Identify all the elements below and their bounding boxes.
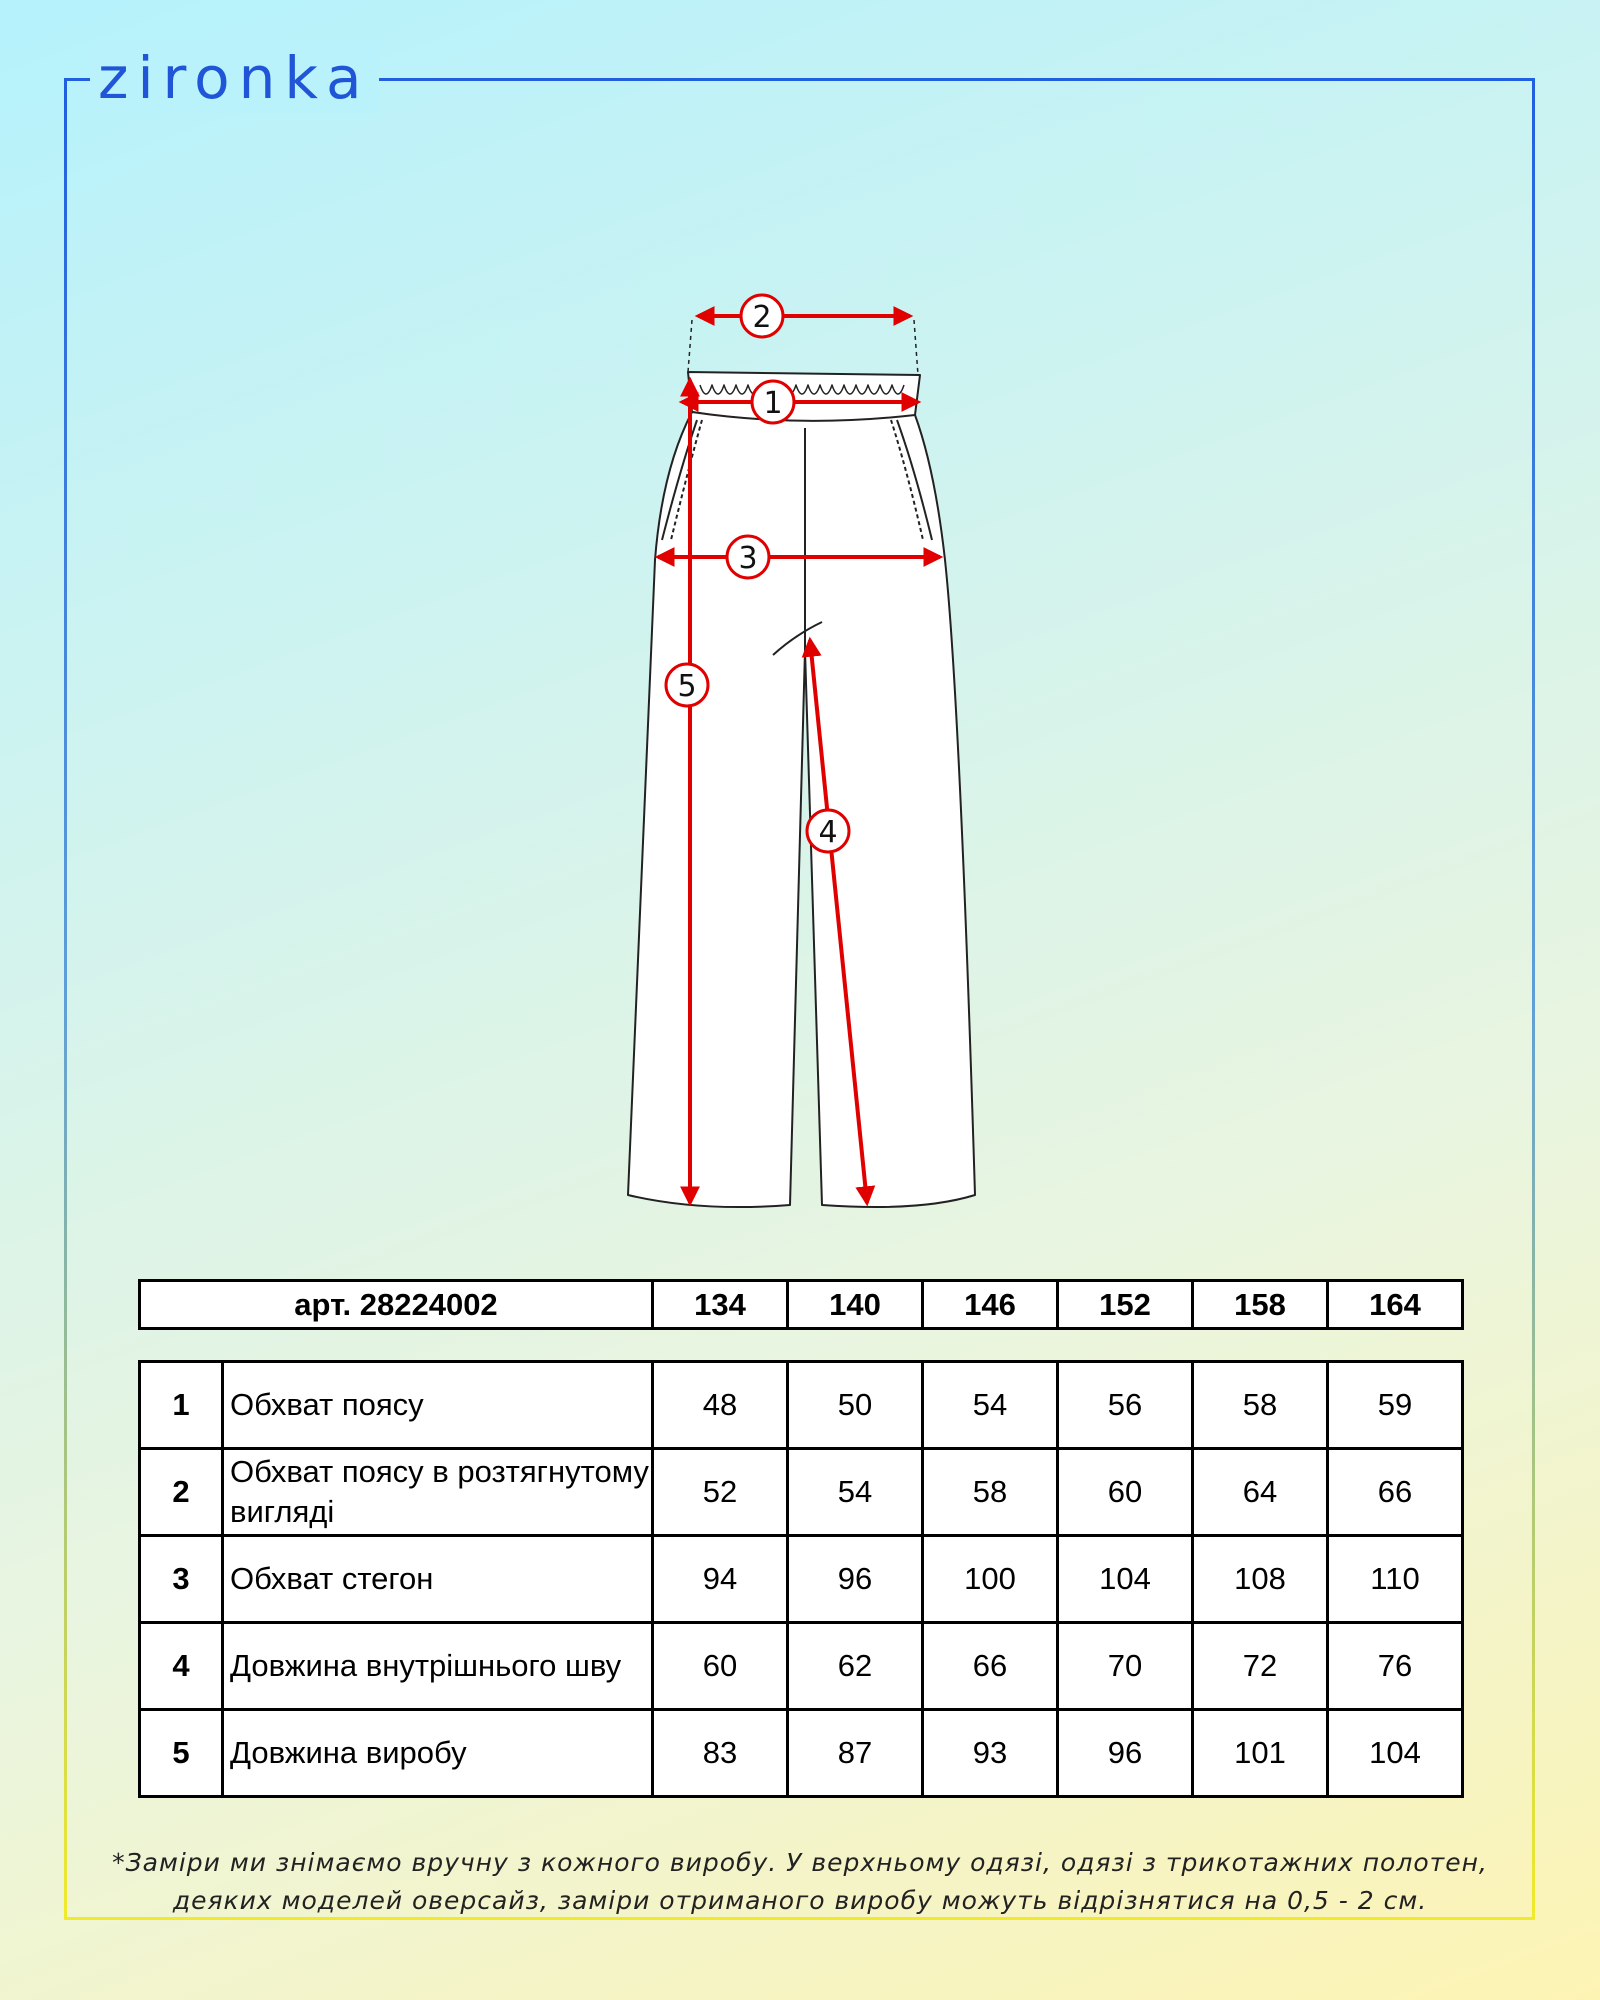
value-cell: 60 <box>653 1623 788 1710</box>
value-cell: 52 <box>653 1449 788 1536</box>
table-row <box>140 1623 1463 1710</box>
value-cell: 70 <box>1058 1623 1193 1710</box>
value-cell: 59 <box>1328 1362 1463 1449</box>
row-number: 3 <box>140 1536 223 1623</box>
value-cell: 96 <box>1058 1710 1193 1797</box>
marker-5-label: 5 <box>677 669 697 704</box>
value-cell: 48 <box>653 1362 788 1449</box>
row-number: 4 <box>140 1623 223 1710</box>
measurement-marker-4 <box>807 810 849 852</box>
value-cell: 93 <box>923 1710 1058 1797</box>
size-header-table <box>138 1279 1464 1330</box>
value-cell: 110 <box>1328 1536 1463 1623</box>
article-number: арт. 28224002 <box>140 1281 653 1329</box>
value-cell: 83 <box>653 1710 788 1797</box>
size-header-cell: 164 <box>1328 1281 1463 1329</box>
measurement-label: Довжина виробу <box>223 1710 653 1797</box>
size-header-cell: 146 <box>923 1281 1058 1329</box>
value-cell: 62 <box>788 1623 923 1710</box>
value-cell: 104 <box>1328 1710 1463 1797</box>
value-cell: 72 <box>1193 1623 1328 1710</box>
marker-1-label: 1 <box>763 386 783 421</box>
marker-3-label: 3 <box>738 541 758 576</box>
pants-outline <box>628 320 975 1207</box>
measurement-label: Обхват поясу в розтягнутому вигляді <box>223 1449 653 1536</box>
table-row <box>140 1362 1463 1449</box>
size-header-cell: 134 <box>653 1281 788 1329</box>
table-row <box>140 1449 1463 1536</box>
measurement-marker-5 <box>666 664 708 706</box>
value-cell: 58 <box>1193 1362 1328 1449</box>
value-cell: 64 <box>1193 1449 1328 1536</box>
value-cell: 96 <box>788 1536 923 1623</box>
row-number: 5 <box>140 1710 223 1797</box>
table-row <box>140 1536 1463 1623</box>
row-number: 2 <box>140 1449 223 1536</box>
measurement-label: Обхват стегон <box>223 1536 653 1623</box>
measurement-label: Обхват поясу <box>223 1362 653 1449</box>
value-cell: 108 <box>1193 1536 1328 1623</box>
value-cell: 60 <box>1058 1449 1193 1536</box>
size-header-cell: 140 <box>788 1281 923 1329</box>
value-cell: 56 <box>1058 1362 1193 1449</box>
row-number: 1 <box>140 1362 223 1449</box>
size-header-cell: 152 <box>1058 1281 1193 1329</box>
brand-logo: zironka <box>90 42 379 114</box>
measurement-disclaimer <box>80 1844 1520 1920</box>
value-cell: 87 <box>788 1710 923 1797</box>
value-cell: 66 <box>923 1623 1058 1710</box>
disclaimer-line-1: *Заміри ми знімаємо вручну з кожного виробу. У верхньому одязі, одязі з трикотажних полотен, <box>112 1848 1488 1877</box>
measurements-table <box>138 1360 1464 1798</box>
value-cell: 54 <box>788 1449 923 1536</box>
value-cell: 50 <box>788 1362 923 1449</box>
measurement-label: Довжина внутрішнього шву <box>223 1623 653 1710</box>
size-header-cell: 158 <box>1193 1281 1328 1329</box>
size-header-row <box>140 1281 1463 1329</box>
value-cell: 58 <box>923 1449 1058 1536</box>
value-cell: 76 <box>1328 1623 1463 1710</box>
marker-4-label: 4 <box>818 815 838 850</box>
disclaimer-line-2: деяких моделей оверсайз, заміри отриманого виробу можуть відрізнятися на 0,5 - 2 см. <box>172 1886 1428 1915</box>
measurement-marker-1 <box>752 381 794 423</box>
value-cell: 101 <box>1193 1710 1328 1797</box>
value-cell: 94 <box>653 1536 788 1623</box>
value-cell: 104 <box>1058 1536 1193 1623</box>
measurement-marker-3 <box>727 536 769 578</box>
table-row <box>140 1710 1463 1797</box>
value-cell: 66 <box>1328 1449 1463 1536</box>
measurement-marker-2 <box>741 295 783 337</box>
value-cell: 100 <box>923 1536 1058 1623</box>
marker-2-label: 2 <box>752 300 772 335</box>
value-cell: 54 <box>923 1362 1058 1449</box>
